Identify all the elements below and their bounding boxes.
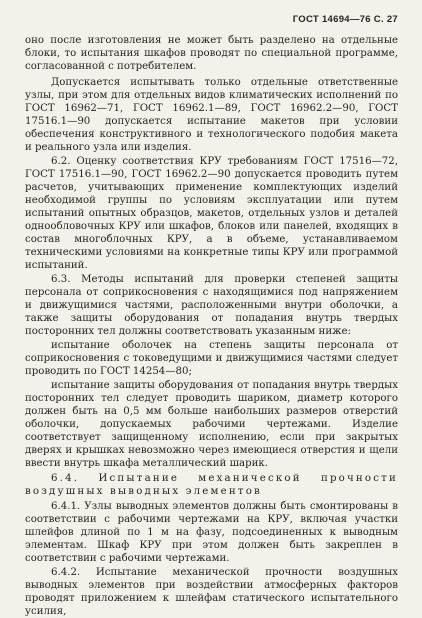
section-heading-6-4: 6.4. Испытание механической прочности воздушных выводных элементов: [25, 473, 398, 497]
paragraph-continuation: оно после изготовления не может быть разделено на отдельные блоки, то испытания шкафов проводят по специальной программе, согласованной с потребителем.: [25, 35, 398, 72]
paragraph-6-4-2: 6.4.2. Испытание механической прочности воздушных выводных элементов при воздействии атмосферных факторов проводят приложением к шлейфам статического испытательного усилия,: [25, 567, 398, 617]
paragraph-foreign-body-test: испытание защиты оборудования от попадания внутрь твердых посторонних тел следует проводить шариком, диаметр которого должен быть на 0,5 мм больше наибольших размеров отверстий оболочки, допускаемых рабочими чертежами. Изделие соответствует защищенному исполнению, если при закрытых дверях и крышках невозможно через имеющиеся отверстия и щели ввести внутрь шкафа металлический шарик.: [25, 380, 398, 469]
paragraph-mockup-testing: Допускается испытывать только отдельные ответственные узлы, при этом для отдельных видов климатических исполнений по ГОСТ 16962—71, ГОСТ 16962.1—89, ГОСТ 16962.2—90, ГОСТ 17516.1—90 допускается испытание макетов при условии обеспечения конструктивного и технологического подобия макета и реального узла или изделия.: [25, 77, 398, 153]
paragraph-6-3: 6.3. Методы испытаний для проверки степеней защиты персонала от соприкосновения с находящимися под напряжением и движущимися частями, расположенными внутри оболочки, а также защиты оборудования от попадания внутрь твердых посторонних тел должны соответствовать указанным ниже:: [25, 274, 398, 337]
paragraph-6-2: 6.2. Оценку соответствия КРУ требованиям ГОСТ 17516—72, ГОСТ 17516.1—90, ГОСТ 16962.2—90 допускается проводить путем расчетов, учитывающих применение комплектующих изделий необходимой группы по условиям эксплуатации или путем испытаний опытных образцов, макетов, отдельных узлов и деталей однообловочных КРУ или шкафов, блоков или панелей, входящих в состав многоблочных КРУ, а в объеме, устанавливаемом техническими условиями на конкретные типы КРУ или программой испытаний.: [25, 156, 398, 271]
page-header: ГОСТ 14694—76 С. 27: [292, 14, 398, 25]
paragraph-6-4-1: 6.4.1. Узлы выводных элементов должны быть смонтированы в соответствии с рабочими чертежами на КРУ, включая участки шлейфов длиной по 1 м на фазу, подсоединенных к выводным элементам. Шкаф КРУ при этом должен быть закреплен в соответствии с рабочими чертежами.: [25, 501, 398, 564]
paragraph-enclosure-test: испытание оболочек на степень защиты персонала от соприкосновения с токоведущими и движущимися частями следует проводить по ГОСТ 14254—80;: [25, 340, 398, 377]
